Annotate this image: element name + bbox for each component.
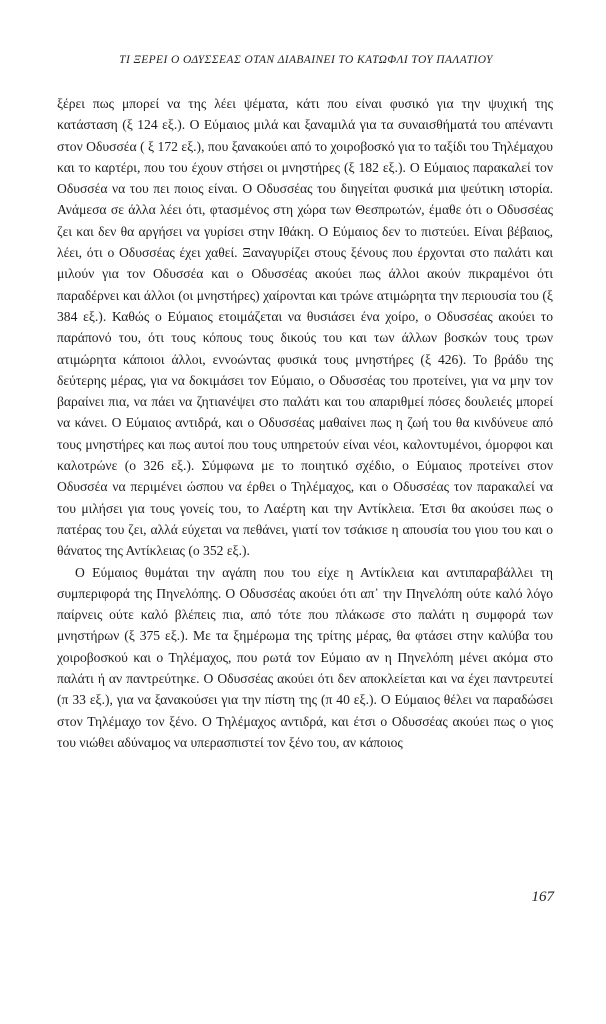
page-number: 167	[531, 889, 554, 905]
running-head: ΤΙ ΞΕΡΕΙ Ο ΟΔΥΣΣΕΑΣ ΟΤΑΝ ΔΙΑΒΑΙΝΕΙ ΤΟ ΚΑΤΩΦΛΙ ΤΟΥ ΠΑΛΑΤΙΟΥ	[119, 54, 493, 66]
paragraph-1: ξέρει πως μπορεί να της λέει ψέματα, κάτι που είναι φυσικό για την ψυχική της κατάσταση (ξ 124 εξ.). Ο Εύμαιος μιλά και ξαναμιλά για τα συναισθήματά του απέναντι στον Οδυσσέα ( ξ 172 εξ.), που ξανακούει από το χοιροβοσκό για το ταξίδι του Τηλέμαχου και το καρτέρι, που του έχουν στήσει οι μνηστήρες (ξ 182 εξ.). Ο Εύμαιος παρακαλεί τον Οδυσσέα να του πει ποιος είναι. Ο Οδυσσέας του διηγείται φυσικά μια ψεύτικη ιστορία. Ανάμεσα σε άλλα λέει ότι, φτασμένος στη χώρα των Θεσπρωτών, έμαθε ότι ο Οδυσσέας ζει και δεν θα αργήσει να γυρίσει στην Ιθάκη. Ο Εύμαιος δεν το πιστεύει. Είναι βέβαιος, λέει, ότι ο Οδυσσέας έχει χαθεί. Ξαναγυρίζει στους ξένους που έρχονται στο παλάτι και μιλούν για τον Οδυσσέα και ο Οδυσσέας ακούει πως άλλοι ακούν πικραμένοι ότι παραδέρνει και άλλοι (οι μνηστήρες) χαίρονται και τρώνε ατιμώρητα την περιουσία του (ξ 384 εξ.). Καθώς ο Εύμαιος ετοιμάζεται να θυσιάσει ένα χοίρο, ο Οδυσσέας ακούει το παράπονό του, ότι τους κόπους τους δικούς του και των άλλων βοσκών τους τρων ατιμώρητα κάποιοι άλλοι, εννοώντας φυσικά τους μνηστήρες (ξ 426). Το βράδυ της δεύτερης μέρας, για να δοκιμάσει τον Εύμαιο, ο Οδυσσέας του προτείνει, για να μην τον βαραίνει πια, να πάει να ζητιανέψει στο παλάτι και του απαριθμεί πόσες δουλειές μπορεί να κάνει. Ο Εύμαιος αντιδρά, και ο Οδυσσέας μαθαίνει πως η ζωή του θα κινδύνευε από τους μνηστήρες και πως αυτοί που τους υπηρετούν είναι νέοι, καλοντυμένοι, όμορφοι και καλοτρώνε (ο 326 εξ.). Σύμφωνα με το ποιητικό σχέδιο, ο Εύμαιος προτείνει στον Οδυσσέα να περιμένει ώσπου να έρθει ο Τηλέμαχος, και ο Οδυσσέας τον παρακαλεί να του μιλήσει για τους γονείς του, το Λαέρτη και την Αντίκλεια. Έτσι θα ακούσει πως ο πατέρας του ζει, αλλά εύχεται να πεθάνει, γιατί τον τσάκισε η απουσία του γιου του και ο θάνατος της Αντίκλειας (ο 352 εξ.).	[57, 96, 553, 559]
body-text	[57, 93, 553, 753]
paragraph-2: Ο Εύμαιος θυμάται την αγάπη που του είχε η Αντίκλεια και αντιπαραβάλλει τη συμπεριφορά της Πηνελόπης. Ο Οδυσσέας ακούει ότι απ᾽ την Πηνελόπη ούτε καλό λόγο παίρνεις ούτε καλό βλέπεις πια, από τότε που πλάκωσε στο παλάτι η συμφορά των μνηστήρων (ξ 375 εξ.). Με τα ξημέρωμα της τρίτης μέρας, θα φτάσει στην καλύβα του χοιροβοσκού και ο Τηλέμαχος, που ρωτά τον Εύμαιο αν η Πηνελόπη μένει ακόμα στο παλάτι ή αν παντρεύτηκε. Ο Οδυσσέας ακούει ότι δεν αποκλείεται και να έχει παντρευτεί (π 33 εξ.), για να ξανακούσει για την πίστη της (π 40 εξ.). Ο Εύμαιος θέλει να παραδώσει στον Τηλέμαχο τον ξένο. Ο Τηλέμαχος αντιδρά, και έτσι ο Οδυσσέας ακούει πως ο γιος του νιώθει αδύναμος να υπερασπιστεί τον ξένο του, αν κάποιος	[57, 564, 553, 750]
